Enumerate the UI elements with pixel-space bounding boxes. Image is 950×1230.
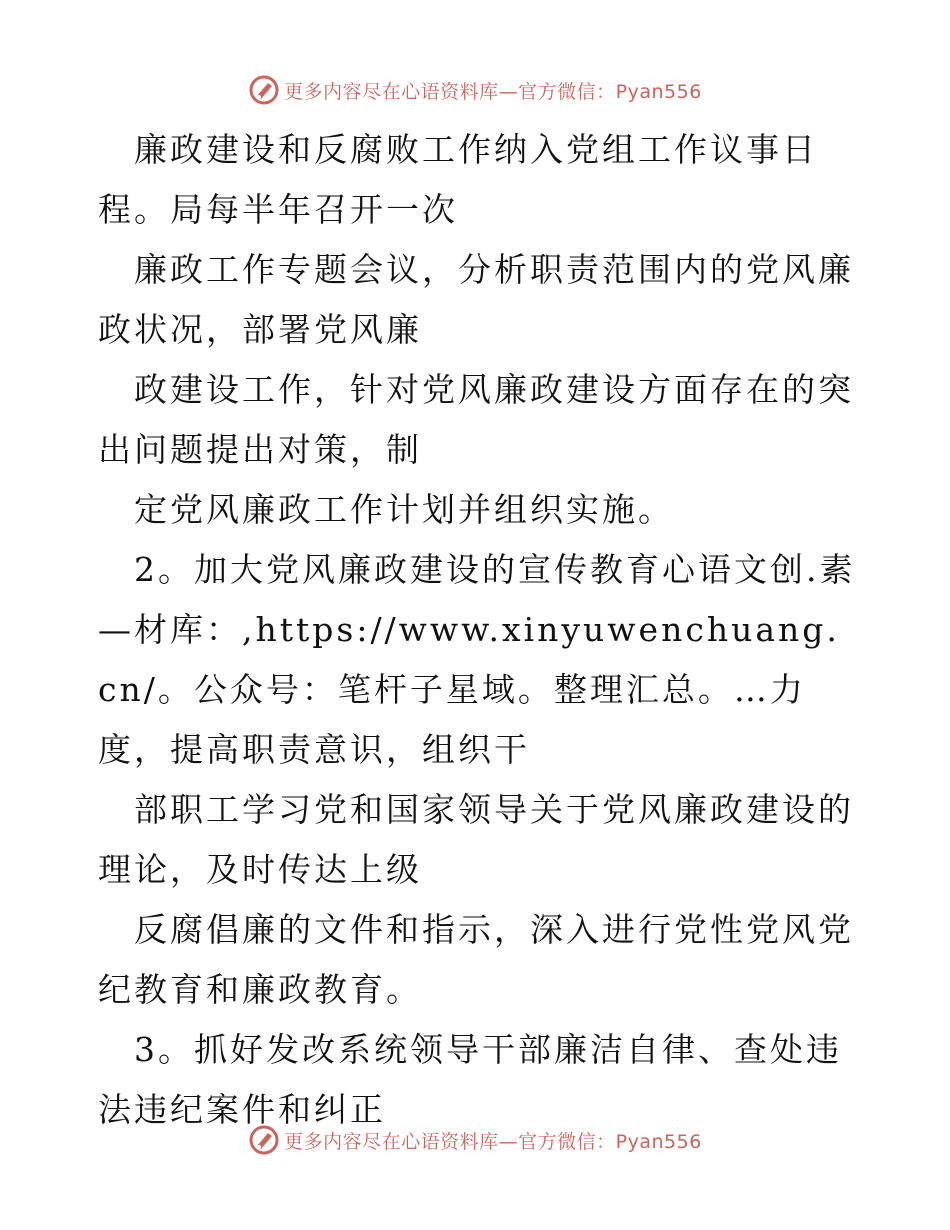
- paragraph: 廉政工作专题会议，分析职责范围内的党风廉政状况，部署党风廉: [98, 250, 854, 349]
- paragraph-with-link: 2。加大党风廉政建设的宣传教育心语文创.素—材库：,https://www.xinyuwenchuang.cn/。公众号：笔杆子星域。整理汇总。…力度，提高职责意识，组织干: [98, 550, 856, 769]
- pen-nib-logo-icon: [248, 1124, 280, 1156]
- header-watermark-text: 更多内容尽在心语资料库—官方微信：Pyan556: [284, 80, 702, 103]
- document-body: [98, 120, 858, 1140]
- footer-watermark-text: 更多内容尽在心语资料库—官方微信：Pyan556: [284, 1130, 702, 1153]
- header-watermark-banner: [0, 72, 950, 108]
- paragraph: 定党风廉政工作计划并组织实施。: [134, 490, 674, 529]
- paragraph: 反腐倡廉的文件和指示，深入进行党性党风党纪教育和廉政教育。: [98, 910, 854, 1009]
- paragraph: 部职工学习党和国家领导关于党风廉政建设的理论，及时传达上级: [98, 790, 854, 889]
- footer-watermark-banner: [0, 1122, 950, 1158]
- paragraph: 政建设工作，针对党风廉政建设方面存在的突出问题提出对策，制: [98, 370, 854, 469]
- paragraph: 廉政建设和反腐败工作纳入党组工作议事日程。局每半年召开一次: [98, 130, 818, 229]
- paragraph: 3。抓好发改系统领导干部廉洁自律、查处违法违纪案件和纠正: [98, 1030, 842, 1129]
- pen-nib-logo-icon: [248, 74, 280, 106]
